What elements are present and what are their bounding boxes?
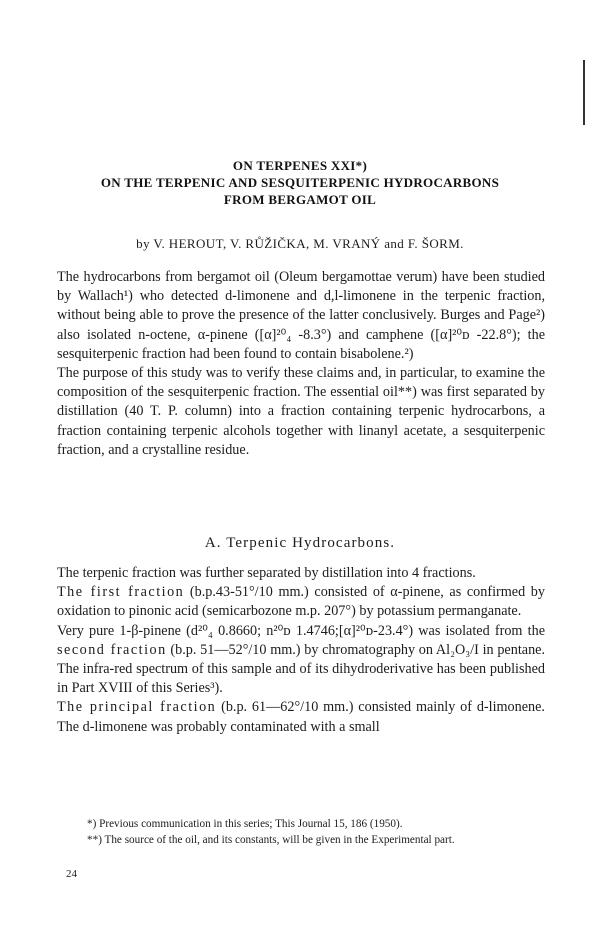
footnote-2: **) The source of the oil, and its constants, will be given in the Experimental part. (87, 833, 455, 846)
intro-text (57, 268, 545, 460)
first-fraction-label: The first fraction (57, 584, 185, 601)
footnote-1: *) Previous communication in this series; This Journal 15, 186 (1950). (87, 818, 403, 830)
section-heading: A. Terpenic Hydrocarbons. (204, 535, 396, 551)
page-number: 24 (66, 868, 77, 880)
section-paragraph-2 (57, 583, 545, 621)
second-fraction-text: (b.p. 51—52°/10 mm.) by chromatography on Al₂O₃/I in pentane. The infra-red spectrum of this sample and of its dihydroderivative has been published in Part XVIII of this Series³). (57, 641, 546, 697)
pinene-text: Very pure 1-β-pinene (d²⁰₄ 0.8660; n²⁰ᴅ 1.4746;[α]²⁰ᴅ-23.4°) was isolated from the (57, 622, 545, 639)
first-fraction-text: (b.p.43-51°/10 mm.) consisted of α-pinene, as confirmed by oxidation to pinonic acid (semicarbozone m.p. 207°) by potassium permanganate. (57, 584, 545, 620)
title-line-1: ON TERPENES XXI*) (232, 158, 368, 173)
section-paragraph-1: The terpenic fraction was further separated by distillation into 4 fractions. (57, 565, 476, 581)
title-line-3: FROM BERGAMOT OIL (223, 192, 377, 207)
footnotes (57, 817, 545, 848)
principal-fraction-label: The principal fraction (57, 699, 217, 716)
section-paragraph-3 (57, 622, 545, 699)
scan-edge-line (583, 60, 585, 125)
article-title (40, 157, 560, 208)
section-paragraph-4 (57, 698, 545, 736)
intro-paragraph-2: The purpose of this study was to verify these claims and, in particular, to examine the composition of the sesquiterpenic fraction. The essential oil**) was first separated by distillation (40 T. P. column) into a fraction containing terpenic hydrocarbons, a fraction containing terpenic alcohols together with linanyl acetate, a sesquiterpenic fraction, and a crystalline residue. (57, 365, 545, 458)
section-text (57, 564, 545, 737)
intro-paragraph-1: The hydrocarbons from bergamot oil (Oleum bergamottae verum) have been studied by Wallach¹) who detected d-limonene and d,l-limonene in the terpenic fraction, without being able to prove the presence of the latter conclusively. Burges and Page²) also isolated n-octene, α-pinene ([α]²⁰₄ -8.3°) and camphene ([α]²⁰ᴅ -22.8°); the sesquiterpenic fraction had been found to contain bisabolene.²) (57, 269, 545, 362)
author-line: by V. HEROUT, V. RŮŽIČKA, M. VRANÝ and F. ŠORM. (136, 236, 464, 251)
principal-fraction-text: (b.p. 61—62°/10 mm.) consisted mainly of d-limonene. The d-limonene was probably contaminated with a small (57, 699, 545, 735)
title-line-2: ON THE TERPENIC AND SESQUITERPENIC HYDROCARBONS (100, 175, 500, 190)
second-fraction-label: second fraction (57, 641, 167, 658)
